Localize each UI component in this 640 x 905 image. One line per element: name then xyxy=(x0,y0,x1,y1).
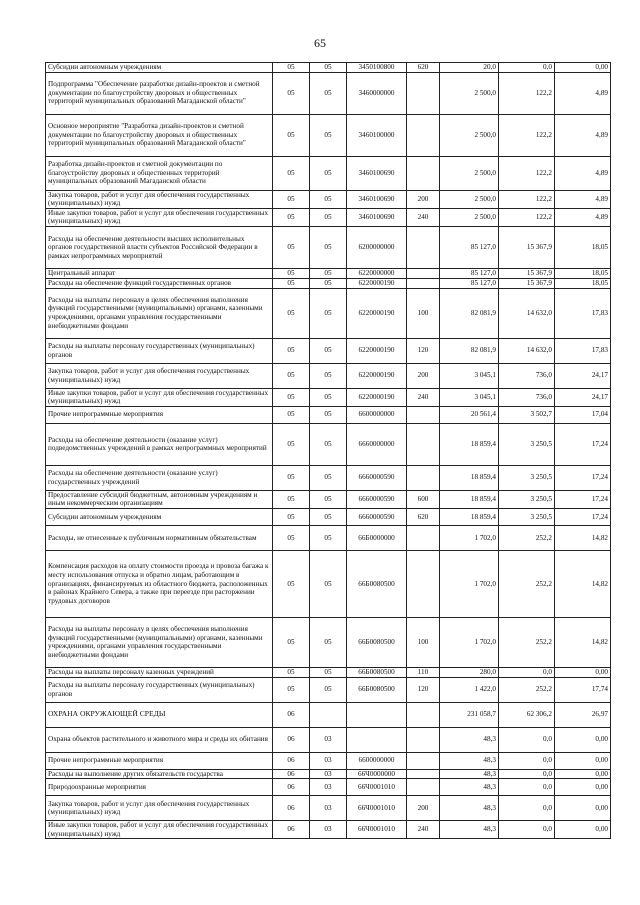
table-row xyxy=(46,796,611,821)
row-fact: 15 367,9 xyxy=(499,226,555,268)
row-csr: 66Б0080500 xyxy=(347,617,407,667)
row-plan: 85 127,0 xyxy=(440,268,499,278)
row-percent: 0,00 xyxy=(555,727,611,752)
row-fact: 15 367,9 xyxy=(499,268,555,278)
row-fact: 3 250,5 xyxy=(499,423,555,465)
table-row xyxy=(46,779,611,796)
row-razdel: 05 xyxy=(273,490,310,508)
row-vr xyxy=(407,268,440,278)
row-csr: 6220000000 xyxy=(347,268,407,278)
table-row xyxy=(46,490,611,508)
row-plan: 2 500,0 xyxy=(440,114,499,156)
row-name: Субсидии автономным учреждениям xyxy=(46,63,273,73)
row-fact: 15 367,9 xyxy=(499,278,555,288)
table-row xyxy=(46,667,611,677)
row-razdel: 05 xyxy=(273,190,310,208)
row-name: Компенсация расходов на оплату стоимости проезда и провоза багажа к месту использования отпуска и обратно лицам, работающим в организациях, финансируемых из областного бюджета, расположенных в районах Крайнего Севера, а также при переезде при расторжении трудовых договоров xyxy=(46,550,273,617)
row-csr: 66Б0080500 xyxy=(347,667,407,677)
row-percent: 17,24 xyxy=(555,490,611,508)
row-vr: 200 xyxy=(407,363,440,388)
row-razdel: 06 xyxy=(273,769,310,779)
row-name: Прочие непрограммные мероприятия xyxy=(46,752,273,769)
row-vr: 120 xyxy=(407,338,440,363)
table-row xyxy=(46,288,611,338)
row-plan: 1 702,0 xyxy=(440,617,499,667)
table-row xyxy=(46,406,611,423)
row-percent: 17,24 xyxy=(555,423,611,465)
row-vr xyxy=(407,779,440,796)
row-razdel: 05 xyxy=(273,423,310,465)
row-csr: 66Б0080500 xyxy=(347,550,407,617)
row-razdel: 05 xyxy=(273,288,310,338)
row-name: Центральный аппарат xyxy=(46,268,273,278)
row-vr: 620 xyxy=(407,63,440,73)
row-name: Иные закупки товаров, работ и услуг для обеспечения государственных (муниципальных) нужд xyxy=(46,821,273,839)
row-vr xyxy=(407,752,440,769)
row-podrazdel xyxy=(310,702,347,727)
row-percent: 17,83 xyxy=(555,338,611,363)
row-podrazdel: 05 xyxy=(310,190,347,208)
row-vr xyxy=(407,423,440,465)
row-name: Расходы на обеспечение деятельности (оказание услуг) государственных учреждений xyxy=(46,465,273,490)
table-row xyxy=(46,508,611,525)
row-fact: 0,0 xyxy=(499,821,555,839)
row-razdel: 05 xyxy=(273,677,310,702)
table-row xyxy=(46,821,611,839)
row-fact: 0,0 xyxy=(499,752,555,769)
row-razdel: 05 xyxy=(273,208,310,226)
row-percent: 17,24 xyxy=(555,508,611,525)
row-podrazdel: 05 xyxy=(310,156,347,190)
table-row xyxy=(46,423,611,465)
row-percent: 17,04 xyxy=(555,406,611,423)
row-fact: 122,2 xyxy=(499,72,555,114)
row-name: Субсидии автономным учреждениям xyxy=(46,508,273,525)
row-podrazdel: 05 xyxy=(310,423,347,465)
row-name: Предоставление субсидий бюджетным, автономным учреждениям и иным некоммерческим организациям xyxy=(46,490,273,508)
row-percent: 14,82 xyxy=(555,617,611,667)
row-plan: 3 045,1 xyxy=(440,388,499,406)
row-razdel: 06 xyxy=(273,702,310,727)
row-plan: 82 081,9 xyxy=(440,288,499,338)
row-name: Прочие непрограммные мероприятия xyxy=(46,406,273,423)
row-percent: 0,00 xyxy=(555,796,611,821)
row-vr xyxy=(407,525,440,550)
row-name: Расходы на выполнение других обязательств государства xyxy=(46,769,273,779)
row-razdel: 05 xyxy=(273,338,310,363)
row-plan: 85 127,0 xyxy=(440,278,499,288)
table-row xyxy=(46,769,611,779)
row-percent: 4,89 xyxy=(555,208,611,226)
row-podrazdel: 05 xyxy=(310,550,347,617)
table-row xyxy=(46,550,611,617)
row-percent: 0,00 xyxy=(555,752,611,769)
row-razdel: 05 xyxy=(273,406,310,423)
row-csr: 6660000590 xyxy=(347,465,407,490)
row-vr xyxy=(407,702,440,727)
row-vr: 100 xyxy=(407,617,440,667)
row-razdel: 05 xyxy=(273,508,310,525)
row-name: ОХРАНА ОКРУЖАЮЩЕЙ СРЕДЫ xyxy=(46,702,273,727)
row-razdel: 06 xyxy=(273,779,310,796)
row-vr: 240 xyxy=(407,388,440,406)
row-podrazdel: 05 xyxy=(310,525,347,550)
table-row xyxy=(46,338,611,363)
row-podrazdel: 05 xyxy=(310,617,347,667)
row-podrazdel: 03 xyxy=(310,727,347,752)
row-vr xyxy=(407,72,440,114)
row-csr: 6200000000 xyxy=(347,226,407,268)
row-podrazdel: 05 xyxy=(310,72,347,114)
row-vr: 100 xyxy=(407,288,440,338)
row-vr: 620 xyxy=(407,508,440,525)
row-name: Охрана объектов растительного и животного мира и среды их обитания xyxy=(46,727,273,752)
table-row xyxy=(46,156,611,190)
row-csr: 3460100690 xyxy=(347,156,407,190)
row-csr: 3460100000 xyxy=(347,114,407,156)
row-csr xyxy=(347,702,407,727)
row-csr: 6660000000 xyxy=(347,423,407,465)
table-row xyxy=(46,752,611,769)
row-percent: 0,00 xyxy=(555,769,611,779)
row-plan: 48,3 xyxy=(440,752,499,769)
row-podrazdel: 05 xyxy=(310,63,347,73)
row-plan: 48,3 xyxy=(440,727,499,752)
row-name: Основное мероприятие "Разработка дизайн-проектов и сметной документации по благоустройству дворовых и общественных территорий муниципальных образований Магаданской области" xyxy=(46,114,273,156)
page-number: 65 xyxy=(314,36,326,50)
row-plan: 48,3 xyxy=(440,769,499,779)
row-podrazdel: 03 xyxy=(310,769,347,779)
row-razdel: 06 xyxy=(273,821,310,839)
row-percent: 0,00 xyxy=(555,63,611,73)
row-podrazdel: 05 xyxy=(310,677,347,702)
row-vr xyxy=(407,769,440,779)
row-podrazdel: 05 xyxy=(310,288,347,338)
row-percent: 17,74 xyxy=(555,677,611,702)
table-row xyxy=(46,72,611,114)
row-percent: 24,17 xyxy=(555,363,611,388)
row-plan: 82 081,9 xyxy=(440,338,499,363)
row-fact: 0,0 xyxy=(499,779,555,796)
row-plan: 2 500,0 xyxy=(440,208,499,226)
row-podrazdel: 05 xyxy=(310,406,347,423)
row-name: Расходы на обеспечение деятельности (оказание услуг) подведомственных учреждений в рамках непрограммных мероприятий xyxy=(46,423,273,465)
row-name: Закупка товаров, работ и услуг для обеспечения государственных (муниципальных) нужд xyxy=(46,796,273,821)
row-plan: 280,0 xyxy=(440,667,499,677)
table-row xyxy=(46,465,611,490)
row-percent: 14,82 xyxy=(555,550,611,617)
row-vr: 600 xyxy=(407,490,440,508)
row-vr xyxy=(407,406,440,423)
row-podrazdel: 05 xyxy=(310,278,347,288)
table-row xyxy=(46,388,611,406)
row-percent: 14,82 xyxy=(555,525,611,550)
row-csr: 66Б0080500 xyxy=(347,677,407,702)
row-podrazdel: 03 xyxy=(310,796,347,821)
row-fact: 0,0 xyxy=(499,63,555,73)
row-razdel: 05 xyxy=(273,226,310,268)
row-name: Расходы на выплаты персоналу государственных (муниципальных) органов xyxy=(46,677,273,702)
row-podrazdel: 05 xyxy=(310,338,347,363)
row-name: Иные закупки товаров, работ и услуг для обеспечения государственных (муниципальных) нужд xyxy=(46,208,273,226)
table-row xyxy=(46,363,611,388)
row-percent: 17,83 xyxy=(555,288,611,338)
row-fact: 0,0 xyxy=(499,727,555,752)
budget-table xyxy=(45,62,611,839)
row-csr: 66Ч0001010 xyxy=(347,821,407,839)
row-podrazdel: 03 xyxy=(310,752,347,769)
row-plan: 231 058,7 xyxy=(440,702,499,727)
row-plan: 18 859,4 xyxy=(440,508,499,525)
row-plan: 18 859,4 xyxy=(440,490,499,508)
row-podrazdel: 05 xyxy=(310,363,347,388)
row-name: Закупка товаров, работ и услуг для обеспечения государственных (муниципальных) нужд xyxy=(46,190,273,208)
row-razdel: 05 xyxy=(273,525,310,550)
row-razdel: 05 xyxy=(273,550,310,617)
row-name: Расходы на выплаты персоналу государственных (муниципальных) органов xyxy=(46,338,273,363)
table-row xyxy=(46,525,611,550)
row-razdel: 06 xyxy=(273,727,310,752)
row-name: Разработка дизайн-проектов и сметной документации по благоустройству дворовых и общественных территорий муниципальных образований Магаданской области xyxy=(46,156,273,190)
row-fact: 122,2 xyxy=(499,114,555,156)
table-row xyxy=(46,63,611,73)
row-plan: 85 127,0 xyxy=(440,226,499,268)
row-csr: 6600000000 xyxy=(347,406,407,423)
row-percent: 18,05 xyxy=(555,268,611,278)
row-percent: 17,24 xyxy=(555,465,611,490)
row-podrazdel: 05 xyxy=(310,114,347,156)
row-plan: 2 500,0 xyxy=(440,72,499,114)
row-fact: 14 632,0 xyxy=(499,338,555,363)
row-vr xyxy=(407,114,440,156)
row-name: Подпрограмма "Обеспечение разработки дизайн-проектов и сметной документации по благоустройству дворовых и общественных территорий муниципальных образований Магаданской области" xyxy=(46,72,273,114)
row-csr: 6600000000 xyxy=(347,752,407,769)
row-podrazdel: 03 xyxy=(310,821,347,839)
row-name: Расходы на обеспечение деятельности высших исполнительных органов государственной власти субъектов Российской Федерации в рамках непрограммных мероприятий xyxy=(46,226,273,268)
row-plan: 18 859,4 xyxy=(440,465,499,490)
row-razdel: 06 xyxy=(273,796,310,821)
table-row xyxy=(46,268,611,278)
row-fact: 252,2 xyxy=(499,677,555,702)
row-podrazdel: 05 xyxy=(310,268,347,278)
row-podrazdel: 05 xyxy=(310,667,347,677)
row-razdel: 05 xyxy=(273,388,310,406)
row-vr xyxy=(407,727,440,752)
row-vr xyxy=(407,278,440,288)
row-vr: 240 xyxy=(407,208,440,226)
row-razdel: 05 xyxy=(273,667,310,677)
row-csr: 6220000190 xyxy=(347,338,407,363)
row-percent: 24,17 xyxy=(555,388,611,406)
row-csr: 6220000190 xyxy=(347,288,407,338)
row-fact: 0,0 xyxy=(499,769,555,779)
row-percent: 0,00 xyxy=(555,779,611,796)
row-plan: 3 045,1 xyxy=(440,363,499,388)
row-vr: 120 xyxy=(407,677,440,702)
row-csr xyxy=(347,727,407,752)
row-percent: 18,05 xyxy=(555,278,611,288)
row-csr: 66Ч0000000 xyxy=(347,769,407,779)
row-percent: 4,89 xyxy=(555,156,611,190)
row-csr: 6220000190 xyxy=(347,363,407,388)
row-podrazdel: 05 xyxy=(310,508,347,525)
row-csr: 66Ч0001010 xyxy=(347,796,407,821)
row-vr xyxy=(407,550,440,617)
row-plan: 48,3 xyxy=(440,821,499,839)
table-row xyxy=(46,677,611,702)
row-vr: 240 xyxy=(407,821,440,839)
row-csr: 66Б0000000 xyxy=(347,525,407,550)
row-percent: 26,97 xyxy=(555,702,611,727)
row-plan: 18 859,4 xyxy=(440,423,499,465)
row-percent: 4,89 xyxy=(555,114,611,156)
row-podrazdel: 05 xyxy=(310,490,347,508)
table-row xyxy=(46,190,611,208)
row-percent: 4,89 xyxy=(555,72,611,114)
row-csr: 3460100690 xyxy=(347,190,407,208)
row-name: Закупка товаров, работ и услуг для обеспечения государственных (муниципальных) нужд xyxy=(46,363,273,388)
row-percent: 4,89 xyxy=(555,190,611,208)
row-razdel: 05 xyxy=(273,72,310,114)
row-podrazdel: 03 xyxy=(310,779,347,796)
row-fact: 3 250,5 xyxy=(499,465,555,490)
row-fact: 736,0 xyxy=(499,363,555,388)
row-fact: 0,0 xyxy=(499,796,555,821)
row-fact: 122,2 xyxy=(499,208,555,226)
row-percent: 0,00 xyxy=(555,667,611,677)
row-csr: 6220000190 xyxy=(347,388,407,406)
row-csr: 66Ч0001010 xyxy=(347,779,407,796)
row-plan: 1 702,0 xyxy=(440,550,499,617)
row-fact: 3 502,7 xyxy=(499,406,555,423)
row-plan: 2 500,0 xyxy=(440,190,499,208)
row-podrazdel: 05 xyxy=(310,208,347,226)
row-name: Природоохранные мероприятия xyxy=(46,779,273,796)
table-row xyxy=(46,702,611,727)
row-razdel: 05 xyxy=(273,156,310,190)
row-name: Расходы на выплаты персоналу в целях обеспечения выполнения функций государственными (муниципальными) органами, казенными учреждениями, органами управления государственными внебюджетными фондами xyxy=(46,288,273,338)
row-name: Расходы на выплаты персоналу в целях обеспечения выполнения функций государственными (муниципальными) органами, казенными учреждениями, органами управления государственными внебюджетными фондами xyxy=(46,617,273,667)
row-fact: 252,2 xyxy=(499,617,555,667)
table-row xyxy=(46,278,611,288)
row-razdel: 06 xyxy=(273,752,310,769)
row-razdel: 05 xyxy=(273,63,310,73)
row-razdel: 05 xyxy=(273,465,310,490)
row-razdel: 05 xyxy=(273,363,310,388)
row-razdel: 05 xyxy=(273,268,310,278)
row-fact: 122,2 xyxy=(499,190,555,208)
row-percent: 0,00 xyxy=(555,821,611,839)
row-fact: 252,2 xyxy=(499,525,555,550)
table-row xyxy=(46,114,611,156)
row-percent: 18,05 xyxy=(555,226,611,268)
row-plan: 48,3 xyxy=(440,796,499,821)
row-fact: 122,2 xyxy=(499,156,555,190)
row-vr: 200 xyxy=(407,190,440,208)
row-name: Расходы, не отнесенные к публичным нормативным обязательствам xyxy=(46,525,273,550)
row-plan: 48,3 xyxy=(440,779,499,796)
row-fact: 252,2 xyxy=(499,550,555,617)
row-plan: 1 422,0 xyxy=(440,677,499,702)
row-fact: 3 250,5 xyxy=(499,490,555,508)
row-name: Иные закупки товаров, работ и услуг для обеспечения государственных (муниципальных) нужд xyxy=(46,388,273,406)
row-plan: 2 500,0 xyxy=(440,156,499,190)
row-razdel: 05 xyxy=(273,278,310,288)
row-fact: 3 250,5 xyxy=(499,508,555,525)
row-razdel: 05 xyxy=(273,114,310,156)
row-csr: 3450100800 xyxy=(347,63,407,73)
row-fact: 14 632,0 xyxy=(499,288,555,338)
row-csr: 6660000590 xyxy=(347,490,407,508)
row-plan: 1 702,0 xyxy=(440,525,499,550)
row-csr: 6660000590 xyxy=(347,508,407,525)
row-fact: 736,0 xyxy=(499,388,555,406)
row-vr xyxy=(407,465,440,490)
table-row xyxy=(46,727,611,752)
row-vr: 200 xyxy=(407,796,440,821)
table-body xyxy=(46,63,611,839)
row-csr: 3460100690 xyxy=(347,208,407,226)
table-row xyxy=(46,617,611,667)
row-name: Расходы на выплаты персоналу казенных учреждений xyxy=(46,667,273,677)
row-razdel: 05 xyxy=(273,617,310,667)
row-plan: 20,0 xyxy=(440,63,499,73)
row-podrazdel: 05 xyxy=(310,226,347,268)
row-plan: 20 561,4 xyxy=(440,406,499,423)
row-fact: 62 306,2 xyxy=(499,702,555,727)
row-vr xyxy=(407,156,440,190)
row-name: Расходы на обеспечение функций государственных органов xyxy=(46,278,273,288)
table-row xyxy=(46,208,611,226)
table-row xyxy=(46,226,611,268)
row-fact: 0,0 xyxy=(499,667,555,677)
row-vr: 110 xyxy=(407,667,440,677)
row-csr: 6220000190 xyxy=(347,278,407,288)
row-csr: 3460000000 xyxy=(347,72,407,114)
row-podrazdel: 05 xyxy=(310,388,347,406)
row-vr xyxy=(407,226,440,268)
row-podrazdel: 05 xyxy=(310,465,347,490)
